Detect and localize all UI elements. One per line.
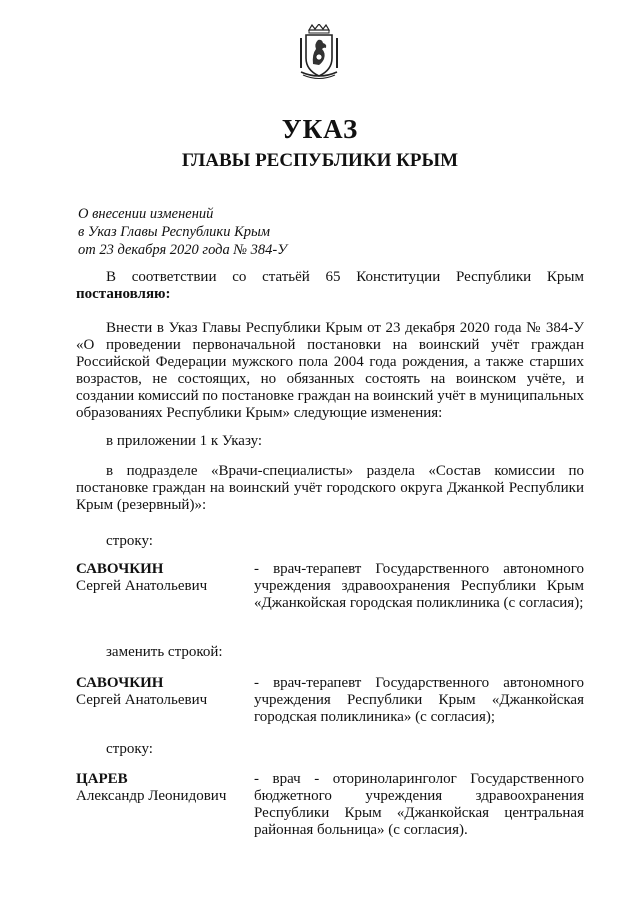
- member-surname: САВОЧКИН: [76, 675, 164, 691]
- appendix-line: в приложении 1 к Указу:: [106, 433, 263, 449]
- preamble: [76, 269, 584, 303]
- subject-line: О внесении изменений: [78, 206, 214, 222]
- member-given-name: Сергей Анатольевич: [76, 578, 208, 594]
- member-name-block: [76, 771, 251, 805]
- member-given-name: Александр Леонидович: [76, 788, 227, 804]
- label-replace: заменить строкой:: [106, 644, 223, 660]
- label-line-1: строку:: [106, 533, 153, 549]
- subsection-paragraph: в подразделе «Врачи-специалисты» раздела «Состав комиссии по постановке граждан на воинский учёт городского округа Джанкой Республики Крым (резервный)»:: [76, 463, 584, 513]
- subject-line: в Указ Главы Республики Крым: [78, 224, 271, 240]
- crimea-coat-of-arms-icon: [297, 24, 341, 82]
- label-line-2: строку:: [106, 741, 153, 757]
- decree-subject: [78, 205, 287, 259]
- main-paragraph: Внести в Указ Главы Республики Крым от 23 декабря 2020 года № 384-У «О проведении первоначальной постановки на воинский учёт граждан Российской Федерации мужского пола 2004 года рождения, а также старших возрастов, не состоящих, но обязанных состоять на воинском учёте, и создании комиссий по постановке граждан на воинский учёт в муниципальных образованиях Республики Крым» следующие изменения:: [76, 320, 584, 421]
- preamble-keyword: постановляю:: [76, 286, 171, 302]
- member-name-block: [76, 561, 251, 595]
- member-surname: САВОЧКИН: [76, 561, 164, 577]
- member-description: - врач - оториноларинголог Государственного бюджетного учреждения здравоохранения Республики Крым «Джанкойская центральная районная больница» (с согласия).: [254, 771, 584, 838]
- member-surname: ЦАРЕВ: [76, 771, 128, 787]
- member-given-name: Сергей Анатольевич: [76, 692, 208, 708]
- member-description: - врач-терапевт Государственного автономного учреждения Республики Крым «Джанкойская городская поликлиника» (с согласия);: [254, 675, 584, 725]
- member-name-block: [76, 675, 251, 709]
- document-subtitle: ГЛАВЫ РЕСПУБЛИКИ КРЫМ: [181, 150, 459, 171]
- preamble-text: В соответствии со статьёй 65 Конституции Республики Крым: [106, 269, 584, 285]
- member-description: - врач-терапевт Государственного автономного учреждения здравоохранения Республики Крым «Джанкойская городская поликлиника (с согласия);: [254, 561, 584, 611]
- document-title: УКАЗ: [281, 114, 359, 144]
- subject-line: от 23 декабря 2020 года № 384-У: [78, 242, 287, 258]
